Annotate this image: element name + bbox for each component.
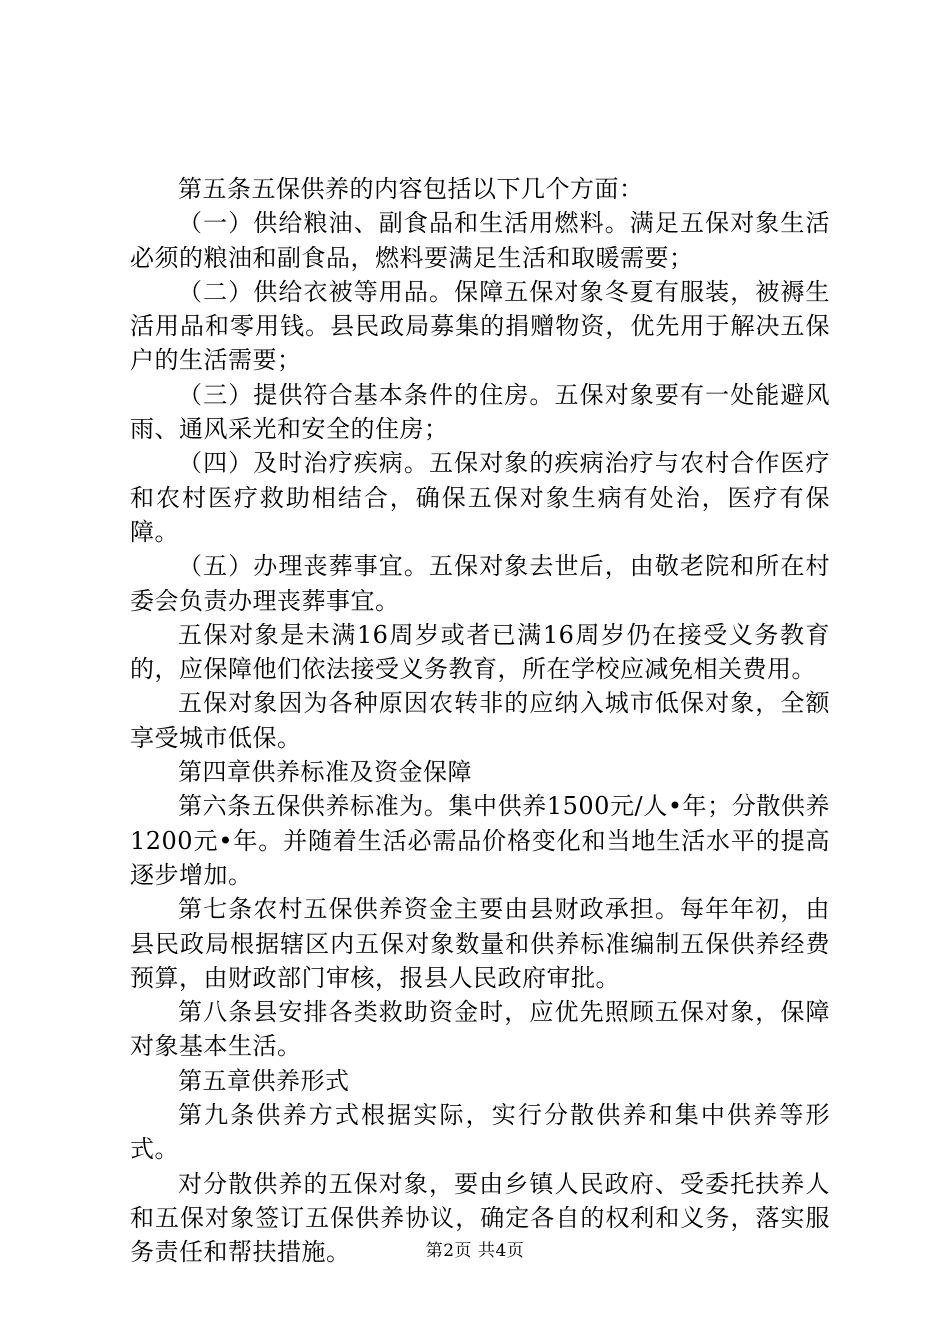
item-2-clothing: （二）供给衣被等用品。保障五保对象冬夏有服装，被褥生活用品和零用钱。县民政局募集的捐赠物资，优先用于解决五保户的生活需要； [130, 277, 830, 375]
article-5-intro: 第五条五保供养的内容包括以下几个方面： [178, 175, 644, 203]
page-number-footer: 第2页 共4页 [425, 1241, 525, 1261]
item-4-medical: （四）及时治疗疾病。五保对象的疾病治疗与农村合作医疗和农村医疗救助相结合，确保五保对象生病有处治，医疗有保障。 [130, 449, 830, 546]
minor-education-paragraph: 五保对象是未满16周岁或者已满16周岁仍在接受义务教育的，应保障他们依法接受义务教育，所在学校应减免相关费用。 [130, 620, 830, 684]
chapter-5-heading: 第五章供养形式 [178, 1066, 350, 1095]
item-3-housing: （三）提供符合基本条件的住房。五保对象要有一处能避风雨、通风采光和安全的住房； [130, 380, 830, 444]
item-1-grain-oil: （一）供给粮油、副食品和生活用燃料。满足五保对象生活必须的粮油和副食品，燃料要满足生活和取暖需要； [130, 209, 830, 272]
article-6: 第六条五保供养标准为。集中供养1500元/人•年；分散供养1200元•年。并随着生活必需品价格变化和当地生活水平的提高逐步增加。 [130, 792, 830, 889]
chapter-4-heading: 第四章供养标准及资金保障 [178, 758, 472, 787]
article-7: 第七条农村五保供养资金主要由县财政承担。每年年初，由县民政局根据辖区内五保对象数量和供养标准编制五保供养经费预算，由财政部门审核，报县人民政府审批。 [130, 895, 830, 992]
article-9: 第九条供养方式根据实际，实行分散供养和集中供养等形式。 [130, 1101, 830, 1164]
scattered-support-paragraph: 对分散供养的五保对象，要由乡镇人民政府、受委托扶养人和五保对象签订五保供养协议，确定各自的权利和义务，落实服务责任和帮扶措施。 [130, 1169, 830, 1267]
article-8: 第八条县安排各类救助资金时，应优先照顾五保对象，保障对象基本生活。 [130, 998, 830, 1061]
document-body [130, 172, 830, 1270]
item-5-funeral: （五）办理丧葬事宜。五保对象去世后，由敬老院和所在村委会负责办理丧葬事宜。 [130, 552, 830, 615]
urban-allowance-paragraph: 五保对象因为各种原因农转非的应纳入城市低保对象，全额享受城市低保。 [130, 689, 830, 752]
